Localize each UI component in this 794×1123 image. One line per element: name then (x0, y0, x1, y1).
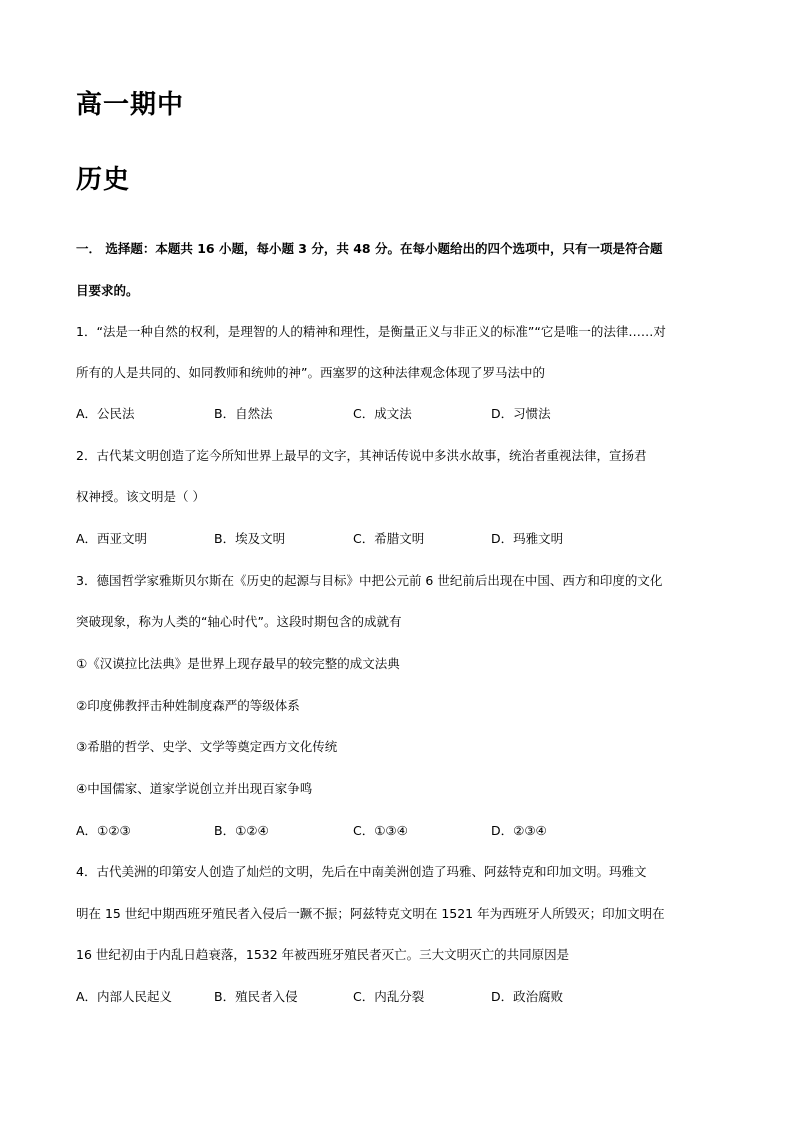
question-2-line-1: 2．古代某文明创造了迄今所知世界上最早的文字，其神话传说中多洪水故事，统治者重视法律，宣扬君 (76, 448, 647, 463)
section-instruction-line-1: 一． 选择题：本题共 16 小题，每小题 3 分，共 48 分。在每小题给出的四个选项中，只有一项是符合题 (76, 241, 663, 256)
question-3-statement-4: ④中国儒家、道家学说创立并出现百家争鸣 (76, 781, 313, 796)
question-1-line-2: 所有的人是共同的、如同教师和统帅的神”。西塞罗的这种法律观念体现了罗马法中的 (76, 365, 545, 380)
question-2-option-d[interactable]: D．玛雅文明 (491, 531, 564, 546)
question-3-statement-2: ②印度佛教抨击种姓制度森严的等级体系 (76, 698, 300, 713)
question-4-option-b[interactable]: B．殖民者入侵 (214, 989, 298, 1004)
exam-title: 高一期中 (76, 90, 185, 120)
question-3-option-b[interactable]: B．①②④ (214, 823, 269, 838)
question-3-line-2: 突破现象，称为人类的“轴心时代”。这段时期包含的成就有 (76, 614, 402, 629)
question-4-line-3: 16 世纪初由于内乱日趋衰落，1532 年被西班牙殖民者灭亡。三大文明灭亡的共同原因是 (76, 947, 570, 962)
question-2-options (76, 530, 721, 548)
question-3-option-c[interactable]: C．①③④ (353, 823, 408, 838)
question-2-option-b[interactable]: B．埃及文明 (214, 531, 286, 546)
question-3-statement-3: ③希腊的哲学、史学、文学等奠定西方文化传统 (76, 739, 338, 754)
question-4-option-a[interactable]: A．内部人民起义 (76, 989, 173, 1004)
question-1-options (76, 405, 721, 423)
question-3-option-a[interactable]: A．①②③ (76, 823, 131, 838)
question-1-line-1: 1．“法是一种自然的权利，是理智的人的精神和理性，是衡量正义与非正义的标准”“它是唯一的法律……对 (76, 324, 666, 339)
question-4-option-d[interactable]: D．政治腐败 (491, 989, 564, 1004)
question-4-options (76, 988, 721, 1006)
question-3-statement-1: ①《汉谟拉比法典》是世界上现存最早的较完整的成文法典 (76, 656, 400, 671)
question-1-option-c[interactable]: C．成文法 (353, 406, 412, 421)
question-2-option-a[interactable]: A．西亚文明 (76, 531, 148, 546)
question-1-option-d[interactable]: D．习惯法 (491, 406, 551, 421)
question-3-options (76, 822, 721, 840)
question-2-option-c[interactable]: C．希腊文明 (353, 531, 425, 546)
question-3-line-1: 3．德国哲学家雅斯贝尔斯在《历史的起源与目标》中把公元前 6 世纪前后出现在中国、西方和印度的文化 (76, 573, 663, 588)
question-4-line-1: 4．古代美洲的印第安人创造了灿烂的文明，先后在中南美洲创造了玛雅、阿兹特克和印加文明。玛雅文 (76, 864, 647, 879)
question-1-option-a[interactable]: A．公民法 (76, 406, 135, 421)
question-1-option-b[interactable]: B．自然法 (214, 406, 273, 421)
question-2-line-2: 权神授。该文明是（ ） (76, 489, 205, 504)
question-4-line-2: 明在 15 世纪中期西班牙殖民者入侵后一蹶不振；阿兹特克文明在 1521 年为西班牙人所毁灭；印加文明在 (76, 906, 665, 921)
section-instruction-line-2: 目要求的。 (76, 283, 139, 298)
question-4-option-c[interactable]: C．内乱分裂 (353, 989, 425, 1004)
subject-title: 历史 (76, 165, 131, 195)
question-3-option-d[interactable]: D．②③④ (491, 823, 547, 838)
